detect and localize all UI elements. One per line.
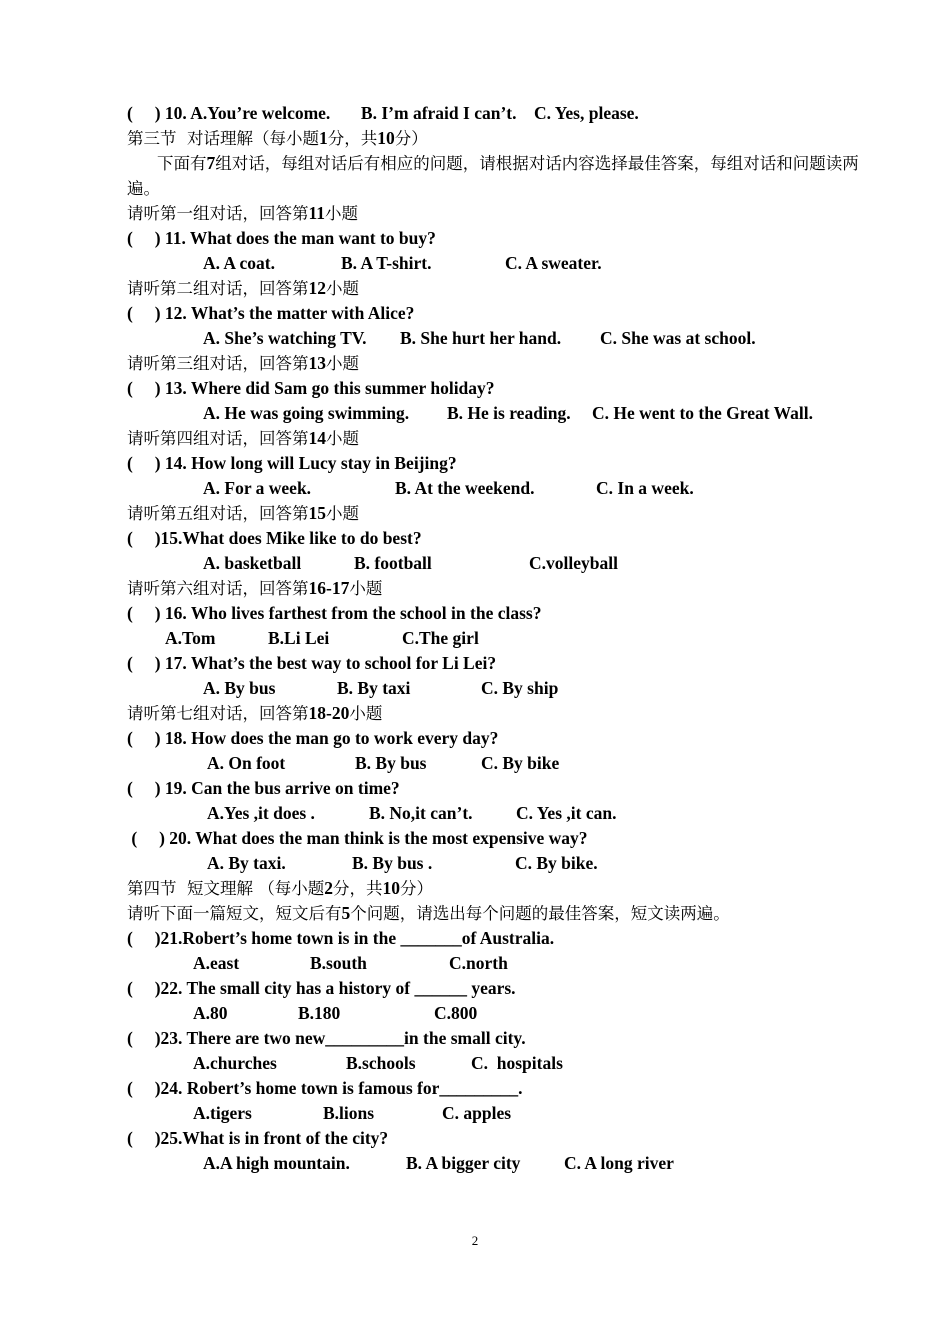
page-number: 2 (471, 1233, 479, 1248)
option-b: B. football (354, 553, 432, 573)
option-c: C.north (449, 953, 508, 973)
question-21: ( )21.Robert’s home town is in the _______of Australia. (127, 928, 555, 948)
group-prompt-text: 请听第四组对话，回答第 (127, 429, 309, 448)
group-prompt-text: 请听第三组对话，回答第 (127, 354, 309, 373)
option-a: A. On foot (207, 753, 286, 773)
question-24: ( )24. Robert’s home town is famous for_________. (127, 1078, 523, 1098)
group-prompt (127, 576, 887, 601)
option-b: B. A T-shirt. (341, 253, 432, 273)
option-a: A. She’s watching TV. (203, 328, 367, 348)
question-15: ( )15.What does Mike like to do best? (127, 528, 422, 548)
options-18 (127, 751, 887, 776)
question-19: ( ) 19. Can the bus arrive on time? (127, 778, 400, 798)
option-a: A. basketball (203, 553, 302, 573)
options-13 (127, 401, 887, 426)
option-b: B.schools (346, 1053, 416, 1073)
option-a: A. He was going swimming. (203, 403, 410, 423)
options-22 (127, 1001, 887, 1026)
group-prompt-text: 请听第七组对话，回答第 (127, 704, 309, 723)
group-prompt-number: 11 (308, 203, 326, 223)
group-prompt-number: 13 (308, 353, 326, 373)
option-c: C. He went to the Great Wall. (592, 403, 813, 423)
group-prompt-text: 请听第一组对话，回答第 (127, 204, 309, 223)
group-prompt (127, 276, 887, 301)
group-prompt-number: 18-20 (308, 703, 350, 723)
option-b: B. By taxi (337, 678, 411, 698)
group-prompt (127, 201, 887, 226)
section3-instr-part: 7 (206, 153, 216, 173)
section4-title-part: 10 (382, 878, 400, 898)
options-14 (127, 476, 887, 501)
options-12 (127, 326, 887, 351)
section4-instructions (127, 901, 887, 926)
option-b: B. At the weekend. (395, 478, 535, 498)
section3-title-part: 10 (377, 128, 395, 148)
section4-title-part: 分，共 (333, 879, 383, 898)
question-17: ( ) 17. What’s the best way to school for Li Lei? (127, 653, 497, 673)
option-a: A.80 (193, 1003, 228, 1023)
options-15 (127, 551, 887, 576)
group-prompt-text: 小题 (326, 504, 359, 523)
option-a: A. For a week. (203, 478, 312, 498)
option-a: A. By bus (203, 678, 276, 698)
options-23 (127, 1051, 887, 1076)
option-b: B.lions (323, 1103, 375, 1123)
section3-title-part: 分） (394, 129, 428, 148)
option-a: A.Tom (165, 628, 216, 648)
option-b: B. A bigger city (406, 1153, 521, 1173)
option-b: B.south (310, 953, 367, 973)
options-21 (127, 951, 887, 976)
option-c: C. By bike (481, 753, 560, 773)
options-11 (127, 251, 887, 276)
section3-instructions (127, 151, 887, 201)
question-22: ( )22. The small city has a history of ______ years. (127, 978, 516, 998)
question-20: ( ) 20. What does the man think is the most expensive way? (127, 828, 588, 848)
option-b: B. She hurt her hand. (400, 328, 562, 348)
group-prompt (127, 701, 887, 726)
options-24 (127, 1101, 887, 1126)
question-23: ( )23. There are two new_________in the small city. (127, 1028, 526, 1048)
group-prompt-text: 请听第六组对话，回答第 (127, 579, 309, 598)
group-prompt-number: 16-17 (308, 578, 350, 598)
option-a: A.Yes ,it does . (207, 803, 315, 823)
option-b: B. No,it can’t. (369, 803, 473, 823)
option-a: A.east (193, 953, 240, 973)
section3-instr-part: 组对话，每组对话后有相应的问题，请根据对话内容选择最佳答案，每组对话和问题读两遍。 (127, 154, 859, 198)
options-20 (127, 851, 887, 876)
options-17 (127, 676, 887, 701)
question-10: ( ) 10. A.You’re welcome. B. I’m afraid I can’t. C. Yes, please. (127, 103, 639, 123)
section3-title-part: 1 (319, 128, 328, 148)
group-prompt (127, 501, 887, 526)
option-a: A. A coat. (203, 253, 275, 273)
group-prompt-text: 请听第二组对话，回答第 (127, 279, 309, 298)
group-prompt-text: 小题 (349, 704, 383, 723)
group-prompt (127, 351, 887, 376)
option-c: C. Yes ,it can. (516, 803, 617, 823)
group-prompt (127, 426, 887, 451)
group-prompt-text: 小题 (349, 579, 383, 598)
question-13: ( ) 13. Where did Sam go this summer holiday? (127, 378, 495, 398)
option-c: C. By ship (481, 678, 559, 698)
options-16 (127, 626, 887, 651)
section4-title-part: 2 (324, 878, 333, 898)
option-a: A.A high mountain. (203, 1153, 350, 1173)
option-c: C. She was at school. (600, 328, 756, 348)
question-14: ( ) 14. How long will Lucy stay in Beijing? (127, 453, 457, 473)
option-c: C. apples (442, 1103, 512, 1123)
option-c: C.volleyball (529, 553, 618, 573)
option-b: B. By bus (355, 753, 427, 773)
option-b: B. By bus . (352, 853, 433, 873)
option-c: C. A sweater. (505, 253, 602, 273)
section4-title-part: 第四节 短文理解 （每小题 (127, 879, 325, 898)
section4-title (127, 876, 887, 901)
question-25: ( )25.What is in front of the city? (127, 1128, 389, 1148)
section3-title-part: 第三节 对话理解（每小题 (127, 129, 319, 148)
section3-title (127, 126, 887, 151)
question-16: ( ) 16. Who lives farthest from the school in the class? (127, 603, 542, 623)
group-prompt-number: 14 (308, 428, 326, 448)
section4-title-part: 分） (400, 879, 433, 898)
question-18: ( ) 18. How does the man go to work every day? (127, 728, 499, 748)
group-prompt-text: 小题 (326, 429, 359, 448)
group-prompt-text: 小题 (326, 354, 359, 373)
option-c: C.800 (434, 1003, 478, 1023)
option-b: B.180 (298, 1003, 341, 1023)
option-c: C.The girl (402, 628, 479, 648)
option-b: B.Li Lei (268, 628, 330, 648)
option-c: C. By bike. (515, 853, 598, 873)
section4-instr-part: 请听下面一篇短文，短文后有 (127, 904, 342, 923)
option-c: C. A long river (564, 1153, 674, 1173)
section4-instr-part: 个问题，请选出每个问题的最佳答案，短文读两遍。 (350, 904, 730, 923)
option-c: C. In a week. (596, 478, 694, 498)
option-a: A.tigers (193, 1103, 252, 1123)
question-11: ( ) 11. What does the man want to buy? (127, 228, 436, 248)
options-25 (127, 1151, 887, 1176)
group-prompt-text: 小题 (326, 279, 359, 298)
options-19 (127, 801, 887, 826)
group-prompt-text: 小题 (325, 204, 359, 223)
section3-title-part: 分，共 (327, 129, 378, 148)
option-a: A.churches (193, 1053, 277, 1073)
group-prompt-text: 请听第五组对话，回答第 (127, 504, 309, 523)
group-prompt-number: 15 (308, 503, 326, 523)
question-12: ( ) 12. What’s the matter with Alice? (127, 303, 415, 323)
section3-instr-part: 下面有 (157, 154, 207, 173)
option-b: B. He is reading. (447, 403, 571, 423)
page-content (127, 101, 887, 1176)
option-c: C. hospitals (471, 1053, 563, 1073)
section4-instr-part: 5 (341, 903, 351, 923)
group-prompt-number: 12 (308, 278, 326, 298)
option-a: A. By taxi. (207, 853, 286, 873)
